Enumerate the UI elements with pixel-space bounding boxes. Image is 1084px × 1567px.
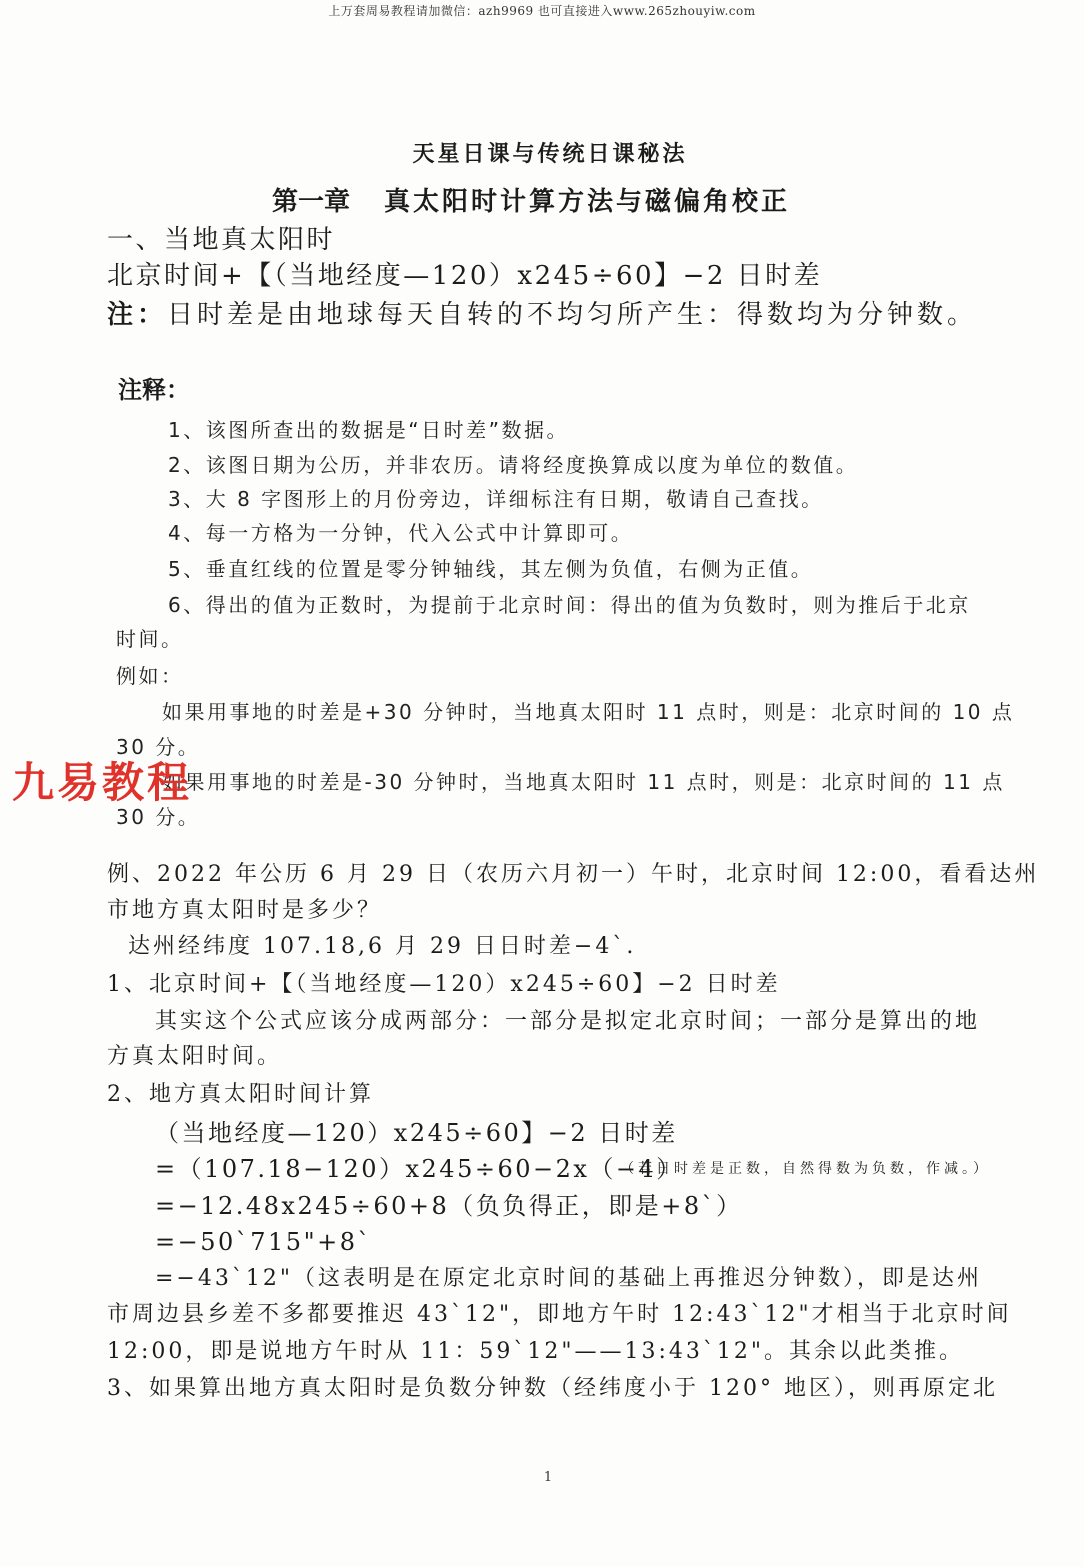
annotation-item-6-continued: 时间。 bbox=[116, 627, 184, 651]
example-label: 例如： bbox=[116, 664, 184, 688]
step-1-explain-1: 其实这个公式应该分成两部分：一部分是拟定北京时间；一部分是算出的地 bbox=[155, 1009, 981, 1034]
annotations-label: 注释： bbox=[118, 376, 190, 404]
annotation-item-4: 4、每一方格为一分钟，代入公式中计算即可。 bbox=[168, 521, 634, 545]
calc-note: （若日时差是正数，自然得数为负数，作减。） bbox=[620, 1161, 991, 1177]
calc-line-1: （当地经度—120）x245÷60】−2 日时差 bbox=[155, 1119, 678, 1147]
annotation-item-3: 3、大 8 字图形上的月份旁边，详细标注有日期，敬请自己查找。 bbox=[168, 487, 824, 511]
calc-line-2: =（107.18−120）x245÷60−2x（−4） bbox=[155, 1155, 683, 1183]
chapter-heading bbox=[272, 189, 790, 215]
example-1-line-2: 30 分。 bbox=[116, 735, 201, 759]
annotation-item-6: 6、得出的值为正数时，为提前于北京时间：得出的值为负数时，则为推后于北京 bbox=[168, 593, 971, 617]
chapter-number: 第一章 bbox=[272, 187, 351, 217]
worked-example-question-1: 例、2022 年公历 6 月 29 日（农历六月初一）午时，北京时间 12:00，看看达州 bbox=[107, 862, 1040, 887]
note-line bbox=[107, 302, 977, 328]
worked-example-given: 达州经纬度 107.18,6 月 29 日日时差−4`. bbox=[128, 934, 637, 959]
result-line-3: 12:00，即是说地方午时从 11：59`12"——13:43`12"。其余以此类推。 bbox=[107, 1339, 965, 1364]
step-1-explain-2: 方真太阳时间。 bbox=[107, 1044, 283, 1069]
chapter-name: 真太阳时计算方法与磁偏角校正 bbox=[384, 187, 791, 217]
example-1-line-1: 如果用事地的时差是+30 分钟时，当地真太阳时 11 点时，则是：北京时间的 10 点 bbox=[162, 700, 1015, 724]
page-number: 1 bbox=[543, 1470, 553, 1485]
note-label: 注： bbox=[107, 300, 168, 330]
worked-example-question-2: 市地方真太阳时是多少？ bbox=[107, 898, 383, 923]
watermark-logo: 九易教程 bbox=[12, 758, 193, 807]
document-title: 天星日课与传统日课秘法 bbox=[412, 141, 688, 167]
annotation-item-2: 2、该图日期为公历，并非农历。请将经度换算成以度为单位的数值。 bbox=[168, 453, 859, 477]
calc-line-3: =−12.48x245÷60+8（负负得正，即是+8`） bbox=[155, 1192, 743, 1220]
formula-line: 北京时间+【（当地经度—120）x245÷60】−2 日时差 bbox=[107, 261, 823, 291]
section-heading: 一、当地真太阳时 bbox=[107, 225, 336, 255]
step-1: 1、北京时间+【（当地经度—120）x245÷60】−2 日时差 bbox=[107, 972, 781, 997]
annotation-item-5: 5、垂直红线的位置是零分钟轴线，其左侧为负值，右侧为正值。 bbox=[168, 557, 814, 581]
note-text: 日时差是由地球每天自转的不均匀所产生：得数均为分钟数。 bbox=[167, 300, 978, 330]
example-2-line-1: 如果用事地的时差是-30 分钟时，当地真太阳时 11 点时，则是：北京时间的 11 点 bbox=[162, 770, 1005, 794]
calc-line-4: =−50`715"+8` bbox=[155, 1228, 372, 1256]
example-2-line-2: 30 分。 bbox=[116, 805, 201, 829]
calc-line-5: =−43`12"（这表明是在原定北京时间的基础上再推迟分钟数），即是达州 bbox=[155, 1266, 982, 1291]
step-3: 3、如果算出地方真太阳时是负数分钟数（经纬度小于 120° 地区），则再原定北 bbox=[107, 1376, 998, 1401]
step-2-heading: 2、地方真太阳时间计算 bbox=[107, 1082, 374, 1107]
page-header-ad: 上万套周易教程请加微信：azh9969 也可直接进入www.265zhouyiw.com bbox=[328, 4, 756, 18]
result-line-2: 市周边县乡差不多都要推迟 43`12"，即地方午时 12:43`12"才相当于北京时间 bbox=[107, 1302, 1012, 1327]
annotation-item-1: 1、该图所查出的数据是“日时差”数据。 bbox=[168, 418, 569, 442]
